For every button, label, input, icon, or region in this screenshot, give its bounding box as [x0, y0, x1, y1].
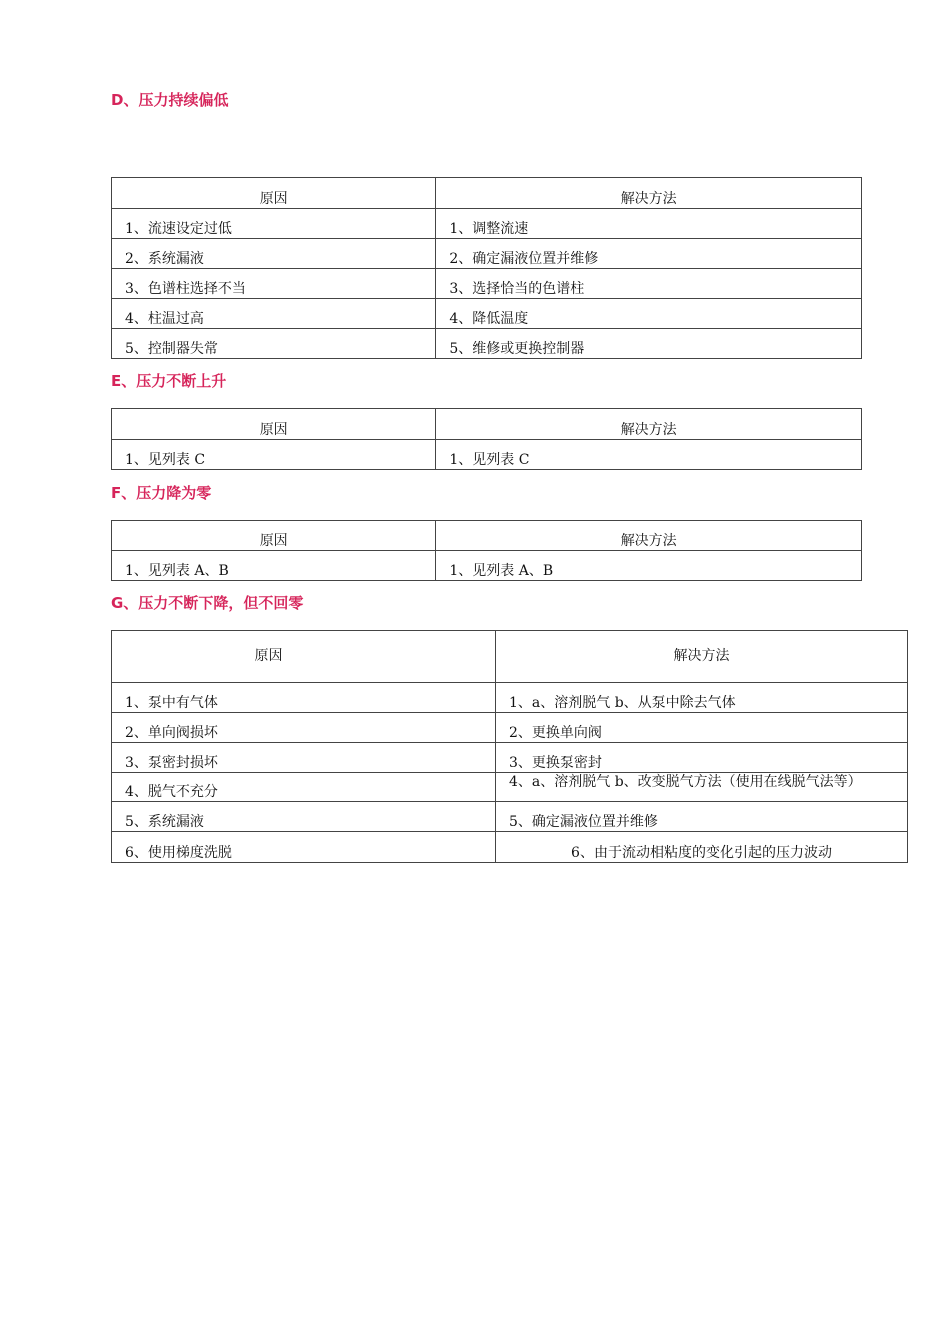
header-solution: 解决方法	[436, 521, 862, 551]
cause-cell: 1、见列表 C	[112, 440, 436, 470]
solution-cell: 1、见列表 C	[436, 440, 862, 470]
cause-cell: 2、系统漏液	[112, 239, 436, 269]
header-solution: 解决方法	[496, 631, 908, 683]
header-solution: 解决方法	[436, 409, 862, 440]
solution-cell: 5、确定漏液位置并维修	[496, 802, 908, 832]
cause-cell: 4、脱气不充分	[112, 773, 496, 802]
table-row	[112, 683, 908, 713]
table-header-row	[112, 631, 908, 683]
solution-cell: 2、更换单向阀	[496, 713, 908, 743]
table-row	[112, 299, 862, 329]
header-cause: 原因	[112, 409, 436, 440]
solution-cell: 1、调整流速	[436, 209, 862, 239]
section-g-heading: G、压力不断下降，但不回零	[111, 594, 304, 612]
table-row	[112, 802, 908, 832]
solution-cell: 1、a、溶剂脱气 b、从泵中除去气体	[496, 683, 908, 713]
solution-cell: 2、确定漏液位置并维修	[436, 239, 862, 269]
section-e-heading: E、压力不断上升	[111, 372, 227, 390]
cause-cell: 5、系统漏液	[112, 802, 496, 832]
cause-cell: 2、单向阀损坏	[112, 713, 496, 743]
cause-cell: 4、柱温过高	[112, 299, 436, 329]
solution-cell: 6、由于流动相粘度的变化引起的压力波动	[496, 832, 908, 863]
solution-cell: 4、a、溶剂脱气 b、改变脱气方法（使用在线脱气法等）	[496, 773, 908, 802]
table-row	[112, 551, 862, 581]
cause-cell: 5、控制器失常	[112, 329, 436, 359]
cause-cell: 3、色谱柱选择不当	[112, 269, 436, 299]
table-header-row	[112, 521, 862, 551]
cause-cell: 1、流速设定过低	[112, 209, 436, 239]
header-cause: 原因	[112, 178, 436, 209]
table-row	[112, 832, 908, 863]
cause-cell: 1、见列表 A、B	[112, 551, 436, 581]
table-row	[112, 269, 862, 299]
table-row	[112, 209, 862, 239]
table-row	[112, 773, 908, 802]
cause-cell: 3、泵密封损坏	[112, 743, 496, 773]
table-header-row	[112, 178, 862, 209]
table-row	[112, 239, 862, 269]
solution-cell: 5、维修或更换控制器	[436, 329, 862, 359]
table-header-row	[112, 409, 862, 440]
header-solution: 解决方法	[436, 178, 862, 209]
solution-cell: 3、选择恰当的色谱柱	[436, 269, 862, 299]
section-d-table	[111, 177, 862, 359]
header-cause: 原因	[112, 521, 436, 551]
table-row	[112, 743, 908, 773]
solution-cell: 4、降低温度	[436, 299, 862, 329]
section-g-table	[111, 630, 908, 863]
section-f-heading: F、压力降为零	[111, 484, 212, 502]
table-row	[112, 329, 862, 359]
header-cause: 原因	[112, 631, 496, 683]
solution-cell: 3、更换泵密封	[496, 743, 908, 773]
cause-cell: 6、使用梯度洗脱	[112, 832, 496, 863]
section-d-heading: D、压力持续偏低	[111, 91, 229, 109]
table-row	[112, 440, 862, 470]
table-row	[112, 713, 908, 743]
section-e-table	[111, 408, 862, 470]
section-f-table	[111, 520, 862, 581]
cause-cell: 1、泵中有气体	[112, 683, 496, 713]
solution-cell: 1、见列表 A、B	[436, 551, 862, 581]
